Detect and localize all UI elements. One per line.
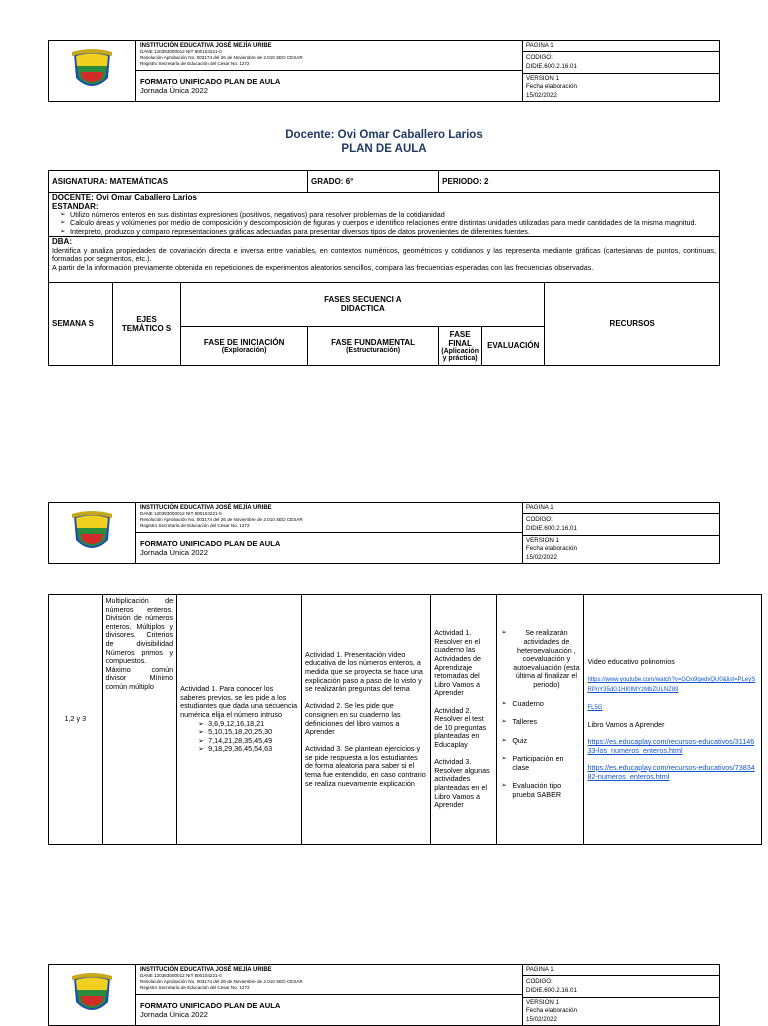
resolucion: Resolución Aprobación No. 003174 del 26 de Noviembre de 2.010 SED CESAR — [140, 55, 303, 60]
page-header-3 — [48, 964, 720, 1026]
activities-table — [48, 594, 762, 845]
institution-name: INSTITUCIÓN EDUCATIVA JOSÉ MEJÍA URIBE — [140, 505, 272, 511]
plan-table — [48, 170, 720, 366]
resolucion: Resolución Aprobación No. 003174 del 26 de Noviembre de 2.010 SED CESAR — [140, 517, 303, 522]
list-item: ➢ 3,6,9,12,16,18,21 — [198, 718, 265, 728]
format-title: FORMATO UNIFICADO PLAN DE AULA — [140, 1000, 281, 1010]
docente-title: Docente: Ovi Omar Caballero Larios — [285, 129, 483, 141]
version: VERSION 1 — [526, 998, 560, 1006]
final-cell: Actividad 1. Resolver en el cuaderno las Actividades de Aprendizaje retomadas del Libro Vamos a Aprender Actividad 2. Resolver el test de 10 preguntas planteadas en Educaplay Actividad 3. Resolver algunas actividades planteadas en el Libro Vamos a Aprender — [431, 595, 497, 845]
educaplay-link-1[interactable]: https://es.educaplay.com/recursos-educativos/3114633-los_numeros_enteros.html — [587, 737, 755, 755]
logo-cell — [49, 965, 136, 1025]
registro: Registro Secretaría de Educación del Cesar No. 1272 — [140, 61, 250, 66]
youtube-link[interactable]: https://www.youtube.com/watch?v=GOo9gedvQU0&list=PLeySRPnY35dG1HI0IMYzMbZULNZ89 — [587, 677, 756, 693]
col-inicio: FASE DE INICIACIÓN (Exploración) — [181, 326, 308, 365]
list-item: ➢ Evaluación tipo prueba SABER — [512, 782, 580, 799]
educaplay-link-2[interactable]: https://es.educaplay.com/recursos-educativos/7383482-numeros_enteros.html — [587, 762, 755, 781]
grado: GRADO: 6° — [308, 171, 439, 193]
codigo-label: CODIGO: — [526, 515, 553, 523]
plan-title: PLAN DE AULA — [341, 143, 427, 155]
page-header — [48, 40, 720, 102]
list-item: ➢ Quiz — [512, 737, 580, 746]
col-ejes: EJES TEMÁTICO S — [112, 282, 180, 365]
institution-name: INSTITUCIÓN EDUCATIVA JOSÉ MEJÍA URIBE — [140, 967, 272, 973]
list-item: ➢ Interpreto, produzco y comparo representaciones gráficas adecuadas para presentar diversos tipos de datos provenientes de diferentes fuentes. — [70, 228, 716, 236]
list-item: ➢ Participación en clase — [512, 755, 580, 772]
page-title — [0, 128, 768, 156]
col-final: FASE FINAL (Aplicación y práctica) EVALUACIÓN — [439, 326, 545, 365]
fecha: 15/02/2022 — [526, 91, 557, 99]
list-item: ➢ Talleres — [512, 718, 580, 727]
libro-label: Libro Vamos a Aprender — [587, 720, 665, 729]
list-item: ➢ 7,14,21,28,35,45,49 — [198, 735, 273, 745]
format-title: FORMATO UNIFICADO PLAN DE AULA — [140, 76, 281, 86]
youtube-link-tail[interactable]: FL5G — [587, 704, 603, 711]
inicio-cell: Actividad 1. Para conocer los saberes previos, se les pide a los estudiantes que dada una secuencia numérica elija el número intruso ➢ 3,6,9,12,16,18,21 ➢ 5,10,15,18,20,25,30 ➢ 7,14,21,28,35,45,49 ➢ 9,18,29,36,45,54,63 — [177, 595, 302, 845]
format-title: FORMATO UNIFICADO PLAN DE AULA — [140, 538, 281, 548]
col-recursos: RECURSOS — [545, 282, 720, 365]
institution-name: INSTITUCIÓN EDUCATIVA JOSÉ MEJÍA URIBE — [140, 43, 272, 49]
school-crest-icon — [68, 510, 116, 556]
estandar-label: ESTANDAR: — [52, 202, 99, 211]
codigo: DIDIE.600.2.16.01 — [526, 986, 577, 994]
codigo: DIDIE.600.2.16.01 — [526, 524, 577, 532]
dane-nit: DANE 120383000012 NIT 800104221-0 — [140, 49, 222, 54]
semana-cell: 1,2 y 3 — [49, 595, 103, 845]
fecha-label: Fecha elaboración — [526, 1007, 577, 1014]
video-label: Video educativo polinomios — [587, 656, 675, 666]
fecha: 15/02/2022 — [526, 1015, 557, 1023]
codigo-label: CODIGO: — [526, 53, 553, 61]
list-item: ➢ 9,18,29,36,45,54,63 — [198, 744, 273, 754]
logo-cell — [49, 503, 136, 563]
fund-cell: Actividad 1. Presentación video educativa de los números enteros, a medida que se proyecta se hace una explicación paso a paso de lo visto y se realizarán preguntas del tema Actividad 2. Se les pide que consignen en su cuaderno las definiciones del libro vamos a Aprender Actividad 3. Se plantean ejercicios y se pide respuesta a los estudiantes de forma aleatoria para saber si el tema fue entendido, en caso contrario se realiza nuevamente explicación — [302, 595, 431, 845]
codigo-label: CODIGO: — [526, 977, 553, 985]
estandar-list — [52, 211, 716, 236]
list-item: ➢ 5,10,15,18,20,25,30 — [198, 727, 273, 737]
page-header-2 — [48, 502, 720, 564]
col-fund: FASE FUNDAMENTAL (Estructuración) — [308, 326, 439, 365]
registro: Registro Secretaría de Educación del Cesar No. 1272 — [140, 985, 250, 990]
pagina: PAGINA 1 — [523, 41, 719, 52]
periodo: PERIODO: 2 — [439, 171, 720, 193]
version: VERSION 1 — [526, 536, 560, 544]
dba-2: A partir de la información previamente obtenida en repeticiones de experimentos aleatorios sencillos, compara las frecuencias esperadas con las frecuencias observadas. — [52, 263, 594, 272]
dane-nit: DANE 120383000012 NIT 800104221-0 — [140, 973, 222, 978]
fecha-label: Fecha elaboración — [526, 83, 577, 90]
docente-line: DOCENTE: Ovi Omar Caballero Larios — [52, 193, 197, 202]
list-item: ➢ Utilizo números enteros en sus distintas expresiones (positivos, negativos) para resolver problemas de la cotidianidad — [70, 211, 716, 219]
table-row — [49, 595, 762, 845]
fecha-label: Fecha elaboración — [526, 545, 577, 552]
eval-cell — [497, 595, 584, 845]
pagina: PAGINA 1 — [523, 965, 719, 976]
logo-cell — [49, 41, 136, 101]
dba-1: Identifica y analiza propiedades de covariación directa e inversa entre variables, en contextos numéricos, geométricos y cotidianos y las representa mediante gráficas (cartesianas de puntos, continuas, formadas por segmentos, etc.). — [52, 245, 716, 264]
resolucion: Resolución Aprobación No. 003174 del 26 de Noviembre de 2.010 SED CESAR — [140, 979, 303, 984]
ejes-cell: Multiplicación de números enteros. División de números enteros. Múltiplos y divisores. Criterios de divisibilidad Números primos y compuestos. Máximo común divisor Mínimo común múltiplo — [102, 595, 177, 845]
list-item: ➢ Se realizarán actividades de heteroevaluación , coevaluación y autoevaluación (esta última al finalizar el periodo) — [512, 629, 580, 689]
pagina: PAGINA 1 — [523, 503, 719, 514]
list-item: ➢ Cuaderno — [512, 700, 580, 709]
col-evaluacion: EVALUACIÓN — [487, 341, 540, 351]
jornada: Jornada Única 2022 — [140, 1009, 208, 1019]
dba-label: DBA: — [52, 237, 72, 247]
col-semanas: SEMANA S — [49, 282, 113, 365]
asignatura: ASIGNATURA: MATEMÁTICAS — [49, 171, 308, 193]
version: VERSION 1 — [526, 74, 560, 82]
recursos-cell — [584, 595, 762, 845]
fecha: 15/02/2022 — [526, 553, 557, 561]
school-crest-icon — [68, 972, 116, 1018]
school-crest-icon — [68, 48, 116, 94]
col-fases: FASES SECUENCI A DIDACTICA — [181, 282, 545, 326]
jornada: Jornada Única 2022 — [140, 85, 208, 95]
dane-nit: DANE 120383000012 NIT 800104221-0 — [140, 511, 222, 516]
codigo: DIDIE.600.2.16.01 — [526, 62, 577, 70]
registro: Registro Secretaría de Educación del Cesar No. 1272 — [140, 523, 250, 528]
jornada: Jornada Única 2022 — [140, 547, 208, 557]
list-item: ➢ Calculo áreas y volúmenes por medio de composición y descomposición de figuras y cuerpos e identifico relaciones entre distintas unidades utilizadas para medir cantidades de la misma magnitud. — [70, 219, 716, 227]
